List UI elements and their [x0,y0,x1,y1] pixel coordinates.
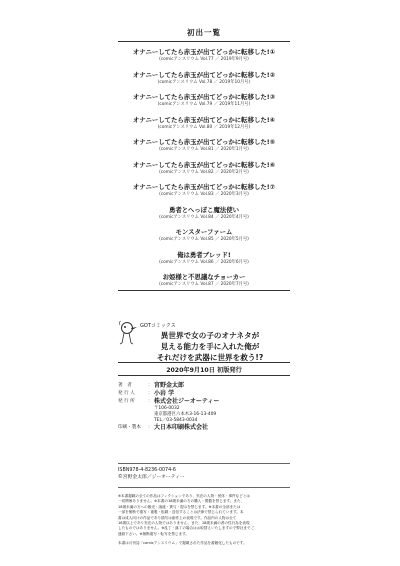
list-item [118,65,290,88]
list-item [118,87,290,110]
entry-source: (comicアンスリウム Vol.81 ／ 2020年1月号) [159,147,249,152]
list-item [118,132,290,155]
entry-title: 俺は勇者ブレッド! [177,250,231,259]
copyright-line: ©宮野金太郎／ジーオーティー [118,475,185,480]
entry-source: (comicアンスリウム Vol.77 ／ 2019年9月号) [159,57,249,62]
credit-publisher-person-row [118,390,290,398]
notice-block [118,494,290,547]
isbn-code: ISBN978-4-8236-0074-6 [118,468,176,473]
entry-title: お姫様と不思議なチョーカー [162,273,246,281]
divider-date-bottom [118,375,290,376]
list-item [118,110,290,133]
credit-colon: ： [148,425,153,430]
publisher-postal: 〒106-0032 [154,406,180,411]
list-item [118,155,290,178]
entry-source: (comicアンスリウム Vol.82 ／ 2020年2月号) [159,169,249,175]
notice-line: 書は成人向けの作品であり描写は創作上の表現です。作品内の人物は全て [118,515,237,520]
notice-line: 18歳以上であり実在の人物ではありません。また、18歳未満の者の性行為を表現 [118,521,250,526]
entry-source: (comicアンスリウム Vol.85 ／ 2020年5月号) [159,237,249,242]
entries-container [118,42,290,290]
credit-label: 発 行 所 [118,399,135,404]
author-name: 宮野金太郎 [154,382,185,389]
notice-line: ※本書掲載の全ての作品はフィクションであり、実在の人物・団体・事件などとは [118,494,251,498]
entry-source: (comicアンスリウム Vol.84 ／ 2020年4月号) [159,214,249,220]
book-title-line: 見える能力を手に入れた俺が [160,342,260,351]
entry-source: (comicアンスリウム Vol.87 ／ 2020年7月号) [159,282,249,287]
book-title-line: それだけを武器に世界を救う!? [156,353,264,362]
notice-line: 一部を無断で複写・複製・転載・送信することは法律で禁じられています。本 [118,510,244,515]
notice-line: 連絡下さい。※無断複写・転写を禁じます。 [118,531,190,536]
entry-source: (comicアンスリウム Vol.86 ／ 2020年6月号) [159,259,249,265]
entry-title: オナニーしてたら赤玉が出てどっかに転移した!③ [132,93,276,101]
entry-source: (comicアンスリウム Vol.80 ／ 2019年12月号) [157,124,251,130]
publisher-tel: TEL／03-5843-0034 [154,418,198,423]
entry-title: オナニーしてたら赤玉が出てどっかに転移した!① [132,48,276,56]
first-appearance-list [118,24,290,288]
credit-label: 印刷・製本 [118,425,141,430]
book-title-line: 異世界で女の子のオナネタが [160,331,260,340]
divider-notice [118,487,290,488]
credit-label: 発 行 人 [118,391,135,396]
entry-source: (comicアンスリウム Vol.79 ／ 2019年11月号) [157,102,251,107]
entry-title: オナニーしてたら赤玉が出てどっかに転移した!⑤ [132,138,276,146]
notice-lines [118,494,290,537]
entry-title: オナニーしてたら赤玉が出てどっかに転移した!④ [132,115,276,124]
entry-source: (comicアンスリウム Vol.83 ／ 2020年3月号) [159,192,249,197]
list-heading: 初出一覧 [118,24,290,42]
notice-line: したものではありません。※乱丁・落丁の場合はお取替えいたしますので弊社までご [118,526,255,531]
credit-author-row [118,382,290,390]
divider-top [118,290,290,291]
entry-title: モンスターファーム [175,228,233,236]
notice-line: 一切関係ありません。※本書の18歳未満の方の購入・閲覧を禁じます。また、 [118,499,245,504]
divider-date-top [118,362,290,363]
list-item [118,42,290,65]
publisher-name: 株式会社ジーオーティー [154,398,220,405]
list-item [118,177,290,200]
credit-printer-row [118,424,290,432]
list-item [118,200,290,223]
entry-source: (comicアンスリウム Vol.78 ／ 2019年10月号) [157,79,251,85]
publish-date: 2020年9月10日 初版発行 [166,367,242,374]
publisher-address: 東京都港区六本木3-16-13-409 [154,412,217,417]
list-item [118,245,290,268]
book-title [130,330,290,363]
credit-colon: ： [148,383,153,388]
credit-colon: ： [148,391,153,396]
entry-title: オナニーしてたら赤玉が出てどっかに転移した!⑦ [132,183,276,191]
series-label: GOTコミックス [140,323,176,329]
notice-footer: 本書は月刊誌「comicアンスリウム」で掲載された作品を書籍化したものです。 [118,541,247,546]
entry-title: 勇者とへっぽこ魔法使い [168,205,240,214]
publisher-person-name: 小岩 学 [154,390,175,397]
notice-line: 18歳未満の方への販売・譲渡・貸与・提示を禁じます。※本書の全部または [118,504,241,509]
entry-title: オナニーしてたら赤玉が出てどっかに転移した!② [132,70,276,79]
credit-colon: ： [148,399,153,404]
entry-title: オナニーしてたら赤玉が出てどっかに転移した!⑥ [132,160,276,169]
printer-name: 大日本印刷株式会社 [154,424,209,431]
credits-block [118,382,290,432]
isbn-block [118,467,185,481]
list-item [118,222,290,245]
list-item [118,267,290,290]
divider-isbn [118,463,290,464]
credit-label: 著 者 [118,383,132,388]
credit-publisher-row [118,398,290,406]
